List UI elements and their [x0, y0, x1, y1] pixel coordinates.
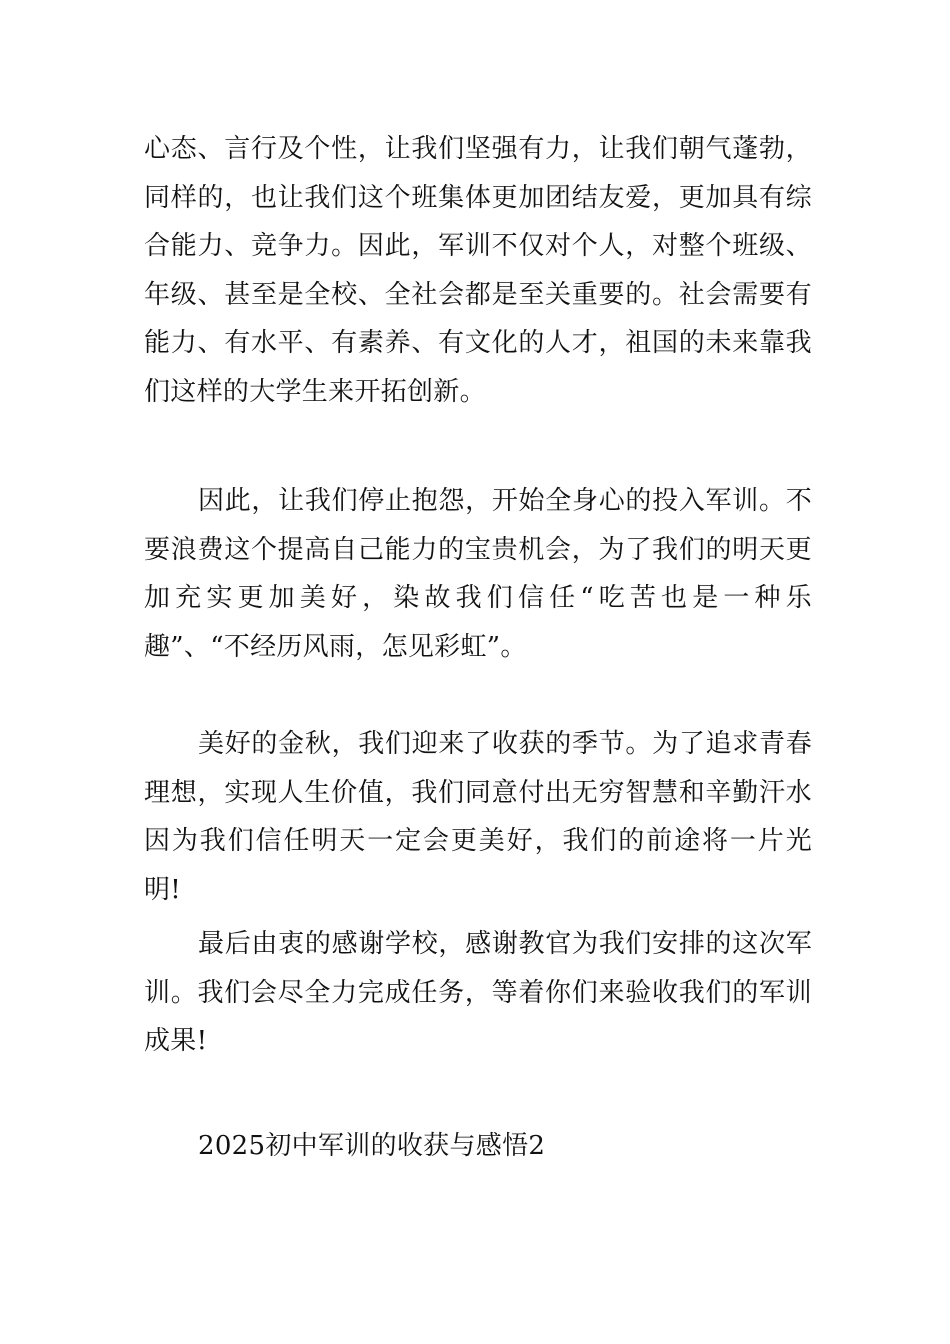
paragraph-golden-autumn: 美好的金秋，我们迎来了收获的季节。为了追求青春理想，实现人生价值，我们同意付出无穷智慧和辛勤汗水因为我们信任明天一定会更美好，我们的前途将一片光明!	[144, 729, 812, 905]
paragraph-thanks: 最后由衷的感谢学校，感谢教官为我们安排的这次军训。我们会尽全力完成任务，等着你们来验收我们的军训成果!	[144, 929, 812, 1056]
paragraph-stop-complaining: 因此，让我们停止抱怨，开始全身心的投入军训。不要浪费这个提高自己能力的宝贵机会，为了我们的明天更加充实更加美好，染故我们信任“吃苦也是一种乐趣”、“不经历风雨，怎见彩虹”。	[144, 486, 812, 662]
paragraph-continuation: 心态、言行及个性，让我们坚强有力，让我们朝气蓬勃，同样的，也让我们这个班集体更加团结友爱，更加具有综合能力、竞争力。因此，军训不仅对个人，对整个班级、年级、甚至是全校、全社会都是至关重要的。社会需要有能力、有水平、有素养、有文化的人才，祖国的未来靠我们这样的大学生来开拓创新。	[144, 134, 812, 407]
section-heading: 2025初中军训的收获与感悟2	[198, 1131, 546, 1161]
